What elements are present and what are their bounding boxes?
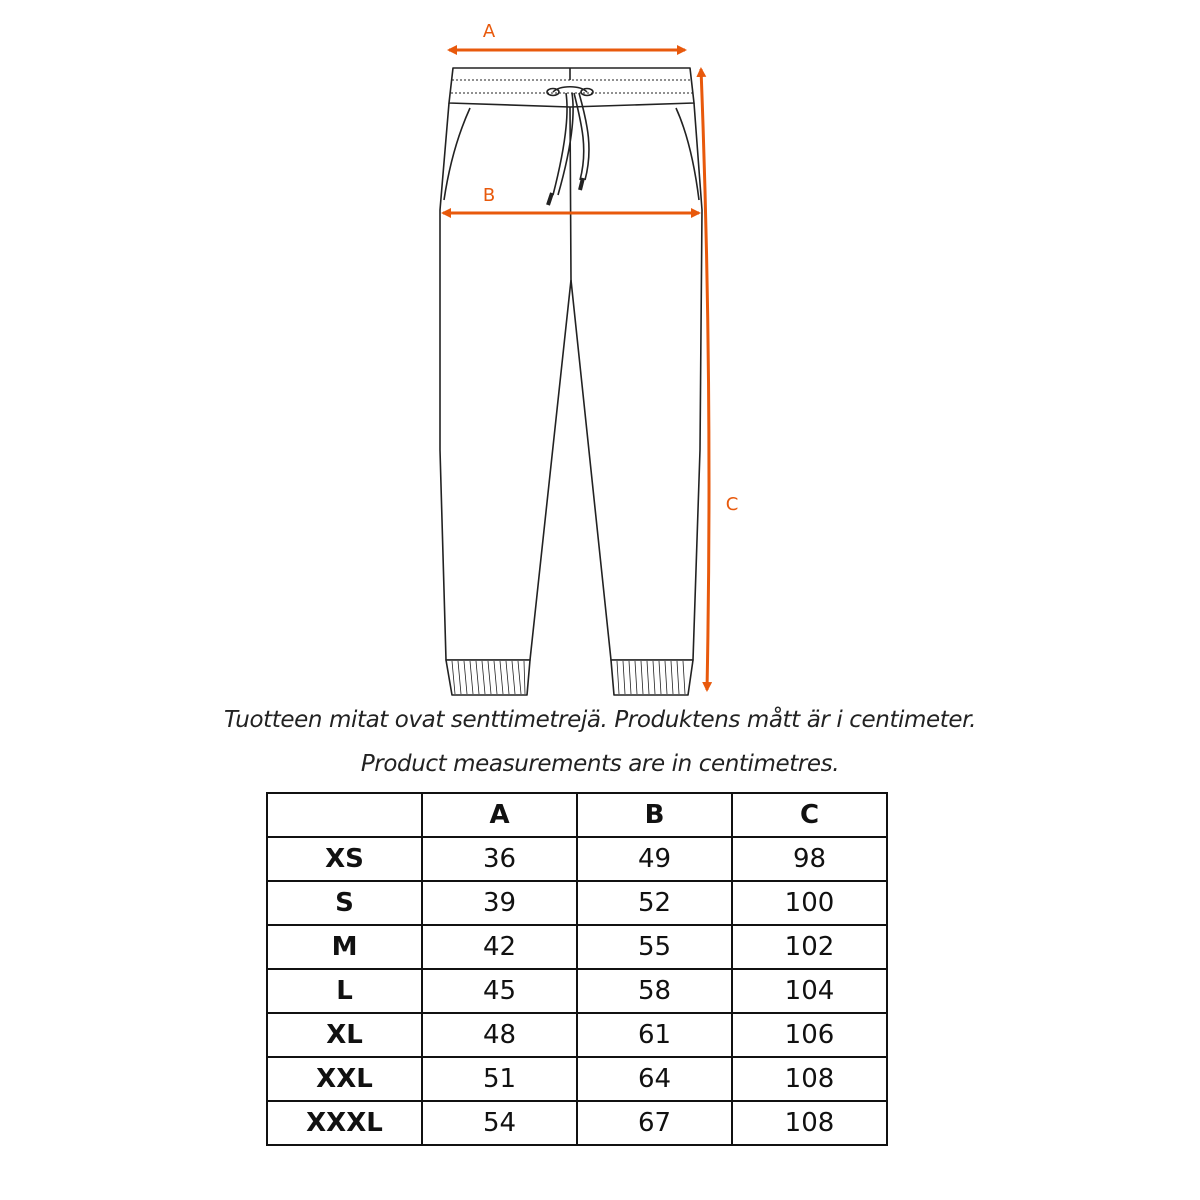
value-c: 106	[732, 1013, 887, 1057]
header-b: B	[577, 793, 732, 837]
label-b: B	[482, 185, 496, 206]
value-b: 61	[577, 1013, 732, 1057]
table-row	[267, 925, 887, 969]
value-c: 98	[732, 837, 887, 881]
size-label: L	[267, 969, 422, 1013]
value-a: 48	[422, 1013, 577, 1057]
size-label: M	[267, 925, 422, 969]
header-c: C	[732, 793, 887, 837]
value-a: 36	[422, 837, 577, 881]
table-row	[267, 1057, 887, 1101]
value-b: 49	[577, 837, 732, 881]
value-c: 104	[732, 969, 887, 1013]
header-size	[267, 793, 422, 837]
table-row	[267, 881, 887, 925]
header-a: A	[422, 793, 577, 837]
table-row	[267, 1013, 887, 1057]
size-label: XL	[267, 1013, 422, 1057]
left-leg	[440, 103, 571, 660]
value-c: 102	[732, 925, 887, 969]
trousers-outline	[440, 68, 702, 695]
value-c: 108	[732, 1101, 887, 1145]
value-a: 54	[422, 1101, 577, 1145]
size-label: XXL	[267, 1057, 422, 1101]
dimension-arrows	[443, 50, 709, 690]
drawstring-cord-left	[553, 93, 567, 195]
value-b: 67	[577, 1101, 732, 1145]
value-a: 39	[422, 881, 577, 925]
size-label: XS	[267, 837, 422, 881]
value-c: 108	[732, 1057, 887, 1101]
value-b: 55	[577, 925, 732, 969]
measurement-note-fi-sv: Tuotteen mitat ovat senttimetrejä. Produktens mått är i centimeter.	[223, 707, 977, 733]
measurement-note-en: Product measurements are in centimetres.	[360, 751, 840, 777]
arrow-c	[701, 69, 709, 690]
table-header-row	[267, 793, 887, 837]
label-c: C	[725, 494, 739, 515]
value-c: 100	[732, 881, 887, 925]
value-b: 58	[577, 969, 732, 1013]
table-row	[267, 837, 887, 881]
right-leg	[571, 103, 702, 660]
table-row	[267, 1101, 887, 1145]
size-table	[266, 792, 888, 1146]
value-a: 51	[422, 1057, 577, 1101]
table-row	[267, 969, 887, 1013]
value-a: 45	[422, 969, 577, 1013]
value-b: 52	[577, 881, 732, 925]
drawstring-tip-left	[548, 193, 552, 205]
size-label: S	[267, 881, 422, 925]
value-b: 64	[577, 1057, 732, 1101]
value-a: 42	[422, 925, 577, 969]
label-a: A	[482, 21, 496, 42]
size-label: XXXL	[267, 1101, 422, 1145]
